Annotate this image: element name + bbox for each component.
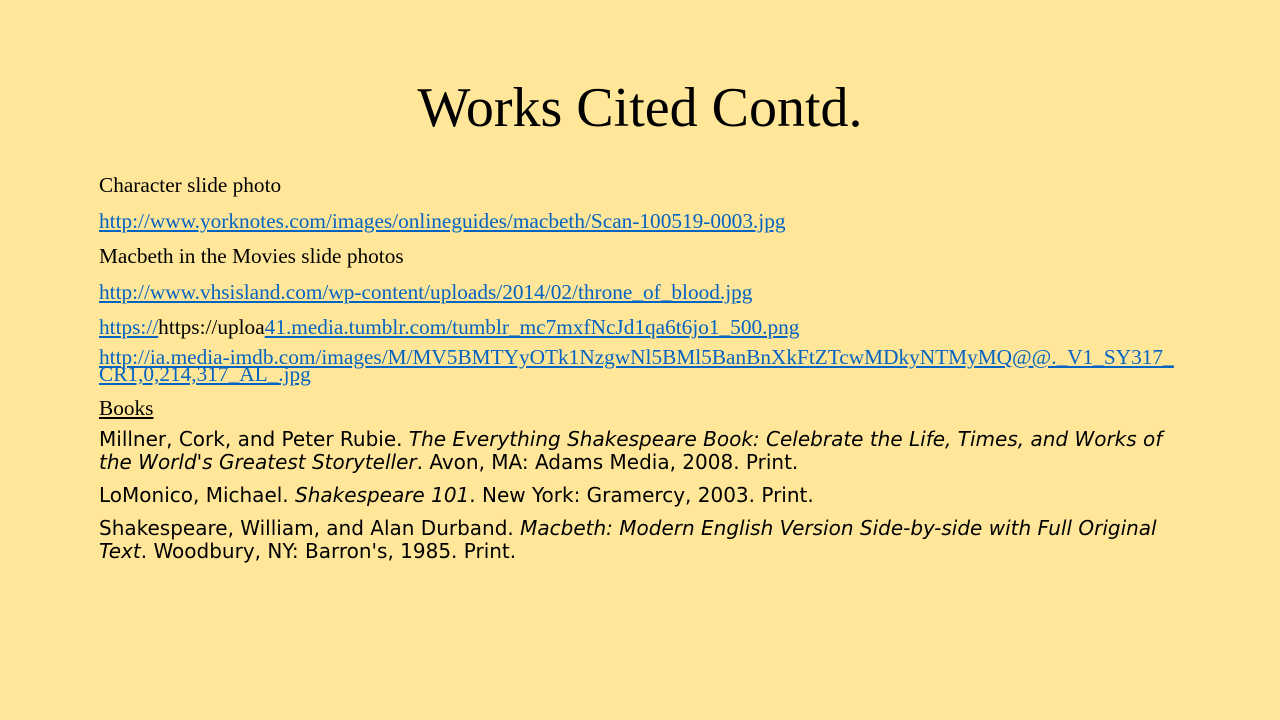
movies-slide-label: Macbeth in the Movies slide photos [99, 244, 404, 268]
citation-author: LoMonico, Michael. [99, 483, 296, 507]
character-slide-label: Character slide photo [99, 173, 282, 197]
citation-publisher: . Avon, MA: Adams Media, 2008. Print. [416, 450, 799, 474]
citation-publisher: . Woodbury, NY: Barron's, 1985. Print. [140, 539, 517, 563]
citation-shakespeare [99, 517, 1184, 563]
imdb-link[interactable]: http://ia.media-imdb.com/images/M/MV5BMTYyOTk1NzgwNl5BMl5BanBnXkFtZTcwMDkyNTMyMQ@@._V1_SY317_CR1,0,214,317_AL_.jpg [99, 345, 1174, 386]
character-url-line [99, 208, 1184, 234]
tumblr-link[interactable]: 41.media.tumblr.com/tumblr_mc7mxfNcJd1qa6t6jo1_500.png [264, 315, 800, 339]
citation-title: Macbeth: Modern English Version Side-by-side with Full Original Text [99, 516, 1157, 563]
throne-of-blood-link[interactable]: http://www.vhsisland.com/wp-content/uploads/2014/02/throne_of_blood.jpg [99, 280, 753, 304]
movies-url-line-2 [99, 314, 1184, 340]
books-heading-line [99, 395, 1184, 421]
movies-url-line-1 [99, 279, 1184, 305]
citation-title: Shakespeare 101 [295, 483, 470, 507]
citation-lomonico [99, 484, 1184, 507]
tumblr-link-prefix[interactable]: https:// [99, 315, 159, 339]
slide-title: Works Cited Contd. [417, 77, 863, 139]
citation-author: Millner, Cork, and Peter Rubie. [99, 427, 409, 451]
citation-author: Shakespeare, William, and Alan Durband. [99, 516, 521, 540]
works-cited-body [99, 172, 1184, 573]
character-photo-link[interactable]: http://www.yorknotes.com/images/onlineguides/macbeth/Scan-100519-0003.jpg [99, 209, 786, 233]
tumblr-plain-text: https://uploa [158, 315, 265, 339]
citation-millner [99, 428, 1184, 474]
books-heading: Books [99, 396, 154, 420]
movies-url-line-3 [99, 345, 1184, 386]
citation-title: The Everything Shakespeare Book: Celebrate the Life, Times, and Works of the World's Greatest Storyteller [99, 427, 1163, 474]
citation-publisher: . New York: Gramercy, 2003. Print. [469, 483, 814, 507]
